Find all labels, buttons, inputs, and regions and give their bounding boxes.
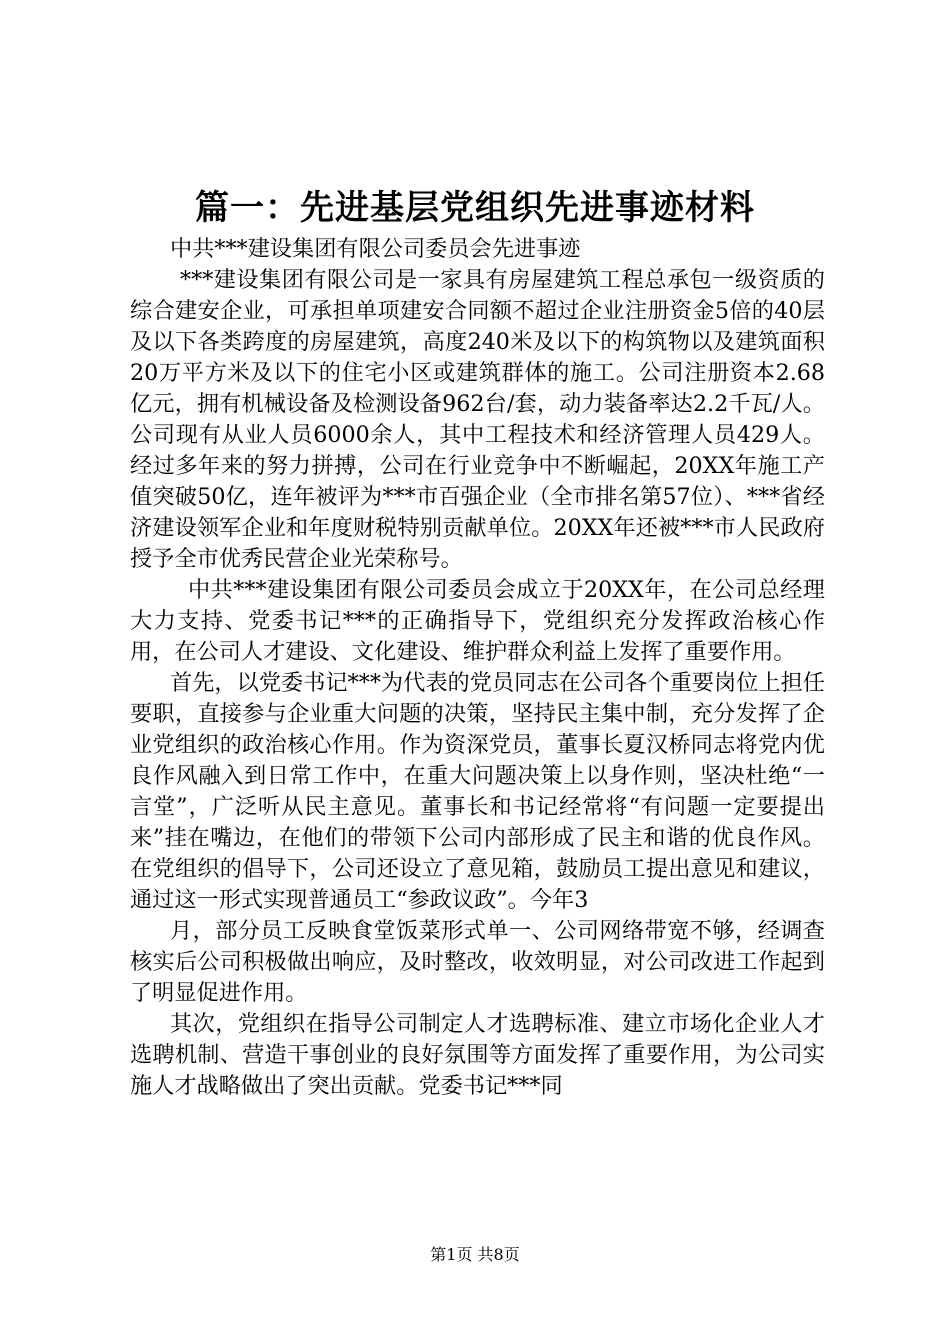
paragraph-first-point-cont: 月，部分员工反映食堂饭菜形式单一、公司网络带宽不够，经调查核实后公司积极做出响应，及时整改，收效明显，对公司改进工作起到了明显促进作用。	[130, 918, 825, 1006]
paragraph-party-committee: 中共***建设集团有限公司委员会成立于20XX年，在公司总经理大力支持、党委书记***的正确指导下，党组织充分发挥政治核心作用，在公司人才建设、文化建设、维护群众利益上发挥了重要作用。	[130, 577, 825, 665]
paragraph-company-intro: ***建设集团有限公司是一家具有房屋建筑工程总承包一级资质的综合建安企业，可承担单项建安合同额不超过企业注册资金5倍的40层及以下各类跨度的房屋建筑，高度240米及以下的构筑物以及建筑面积20万平方米及以下的住宅小区或建筑群体的施工。公司注册资本2.68亿元，拥有机械设备及检测设备962台/套，动力装备率达2.2千瓦/人。公司现有从业人员6000余人，其中工程技术和经济管理人员429人。经过多年来的努力拼搏，公司在行业竞争中不断崛起，20XX年施工产值突破50亿，连年被评为***市百强企业（全市排名第57位）、***省经济建设领军企业和年度财税特别贡献单位。20XX年还被***市人民政府授予全市优秀民营企业光荣称号。	[130, 267, 825, 572]
paragraph-subtitle: 中共***建设集团有限公司委员会先进事迹	[170, 236, 581, 262]
page-number: 第1页 共8页	[430, 1245, 520, 1264]
document-body	[130, 234, 825, 1102]
paragraph-first-point: 首先，以党委书记***为代表的党员同志在公司各个重要岗位上担任要职，直接参与企业重大问题的决策，坚持民主集中制，充分发挥了企业党组织的政治核心作用。作为资深党员，董事长夏汉桥同志将党内优良作风融入到日常工作中，在重大问题决策上以身作则，坚决杜绝“一言堂”，广泛听从民主意见。董事长和书记经常将“有问题一定要提出来”挂在嘴边，在他们的带领下公司内部形成了民主和谐的优良作风。在党组织的倡导下，公司还设立了意见箱，鼓励员工提出意见和建议，通过这一形式实现普通员工“参政议政”。今年3	[130, 670, 825, 913]
paragraph-second-point: 其次，党组织在指导公司制定人才选聘标准、建立市场化企业人才选聘机制、营造干事创业的良好氛围等方面发挥了重要作用，为公司实施人才战略做出了突出贡献。党委书记***同	[130, 1011, 825, 1099]
document-title: 篇一：先进基层党组织先进事迹材料	[195, 188, 755, 228]
